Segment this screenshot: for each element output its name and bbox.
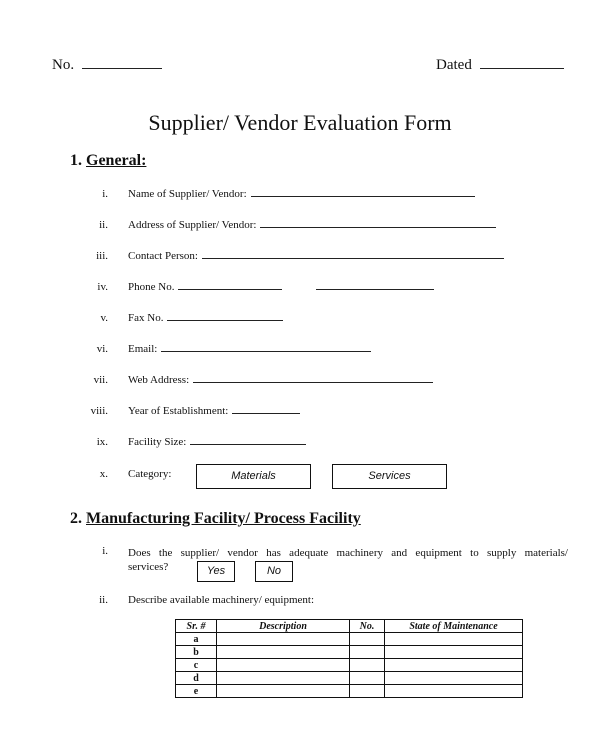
row-no-cell[interactable] xyxy=(350,633,385,646)
phone-blank-2[interactable] xyxy=(316,281,434,290)
contact-person-field[interactable] xyxy=(128,250,504,262)
supplier-name-field[interactable] xyxy=(128,188,475,200)
field-label: Contact Person: xyxy=(128,250,198,262)
col-header-no: No. xyxy=(350,620,385,633)
item-number: iii. xyxy=(96,250,108,262)
number-label: No. xyxy=(52,57,75,73)
row-sr: e xyxy=(176,685,217,698)
item-number: ii. xyxy=(99,594,108,606)
category-services-option[interactable]: Services xyxy=(332,464,447,489)
field-label: Web Address: xyxy=(128,374,190,386)
table-row xyxy=(176,685,523,698)
page-title: Supplier/ Vendor Evaluation Form xyxy=(148,110,452,135)
item-number: iv. xyxy=(97,281,108,293)
row-sr: c xyxy=(176,659,217,672)
web-address-blank[interactable] xyxy=(193,374,433,383)
row-state-cell[interactable] xyxy=(385,672,523,685)
row-description-cell[interactable] xyxy=(217,685,350,698)
section-manufacturing-heading xyxy=(70,510,361,528)
field-label: Name of Supplier/ Vendor: xyxy=(128,188,247,200)
row-no-cell[interactable] xyxy=(350,672,385,685)
category-label: Category: xyxy=(128,468,172,480)
section-general-label: General: xyxy=(86,152,147,169)
row-state-cell[interactable] xyxy=(385,633,523,646)
number-blank[interactable] xyxy=(82,60,162,69)
table-row xyxy=(176,659,523,672)
field-label: Fax No. xyxy=(128,312,164,324)
row-state-cell[interactable] xyxy=(385,685,523,698)
phone-field-2[interactable] xyxy=(316,281,434,293)
row-description-cell[interactable] xyxy=(217,659,350,672)
row-state-cell[interactable] xyxy=(385,646,523,659)
field-label: Year of Establishment: xyxy=(128,405,229,417)
year-established-field[interactable] xyxy=(128,405,300,417)
item-number: viii. xyxy=(90,405,108,417)
row-sr: d xyxy=(176,672,217,685)
row-no-cell[interactable] xyxy=(350,646,385,659)
fax-field[interactable] xyxy=(128,312,283,324)
contact-person-blank[interactable] xyxy=(202,250,504,259)
machinery-table xyxy=(175,619,523,698)
table-row xyxy=(176,633,523,646)
row-no-cell[interactable] xyxy=(350,685,385,698)
yes-option[interactable]: Yes xyxy=(197,561,235,582)
section-manufacturing-number: 2. xyxy=(70,510,82,527)
item-number: ix. xyxy=(96,436,108,448)
field-label: Address of Supplier/ Vendor: xyxy=(128,219,257,231)
col-header-state: State of Maintenance xyxy=(385,620,523,633)
number-field[interactable] xyxy=(52,57,162,74)
row-no-cell[interactable] xyxy=(350,659,385,672)
email-blank[interactable] xyxy=(161,343,371,352)
item-number: x. xyxy=(99,468,108,480)
category-materials-option[interactable]: Materials xyxy=(196,464,311,489)
table-row xyxy=(176,646,523,659)
supplier-address-blank[interactable] xyxy=(260,219,496,228)
field-label: Email: xyxy=(128,343,158,355)
email-field[interactable] xyxy=(128,343,371,355)
year-established-blank[interactable] xyxy=(232,405,300,414)
facility-size-blank[interactable] xyxy=(190,436,306,445)
section-manufacturing-label: Manufacturing Facility/ Process Facility xyxy=(86,510,361,527)
machinery-question-line2: services? xyxy=(128,561,169,573)
col-header-sr: Sr. # xyxy=(176,620,217,633)
dated-label: Dated xyxy=(436,57,472,73)
table-header-row xyxy=(176,620,523,633)
fax-blank[interactable] xyxy=(167,312,283,321)
supplier-name-blank[interactable] xyxy=(251,188,475,197)
row-state-cell[interactable] xyxy=(385,659,523,672)
dated-blank[interactable] xyxy=(480,60,564,69)
item-number: vii. xyxy=(93,374,108,386)
row-description-cell[interactable] xyxy=(217,633,350,646)
item-number: i. xyxy=(102,188,108,200)
phone-blank-1[interactable] xyxy=(178,281,282,290)
row-description-cell[interactable] xyxy=(217,646,350,659)
item-number: v. xyxy=(100,312,108,324)
field-label: Phone No. xyxy=(128,281,175,293)
item-number: ii. xyxy=(99,219,108,231)
phone-field[interactable] xyxy=(128,281,282,293)
table-row xyxy=(176,672,523,685)
section-general-heading xyxy=(70,152,146,170)
machinery-question-line1: Does the supplier/ vendor has adequate machinery and equipment to supply materials/ xyxy=(128,547,568,559)
web-address-field[interactable] xyxy=(128,374,433,386)
item-number: vi. xyxy=(96,343,108,355)
col-header-description: Description xyxy=(217,620,350,633)
machinery-description-label: Describe available machinery/ equipment: xyxy=(128,594,315,606)
dated-field[interactable] xyxy=(436,57,564,74)
no-option[interactable]: No xyxy=(255,561,293,582)
field-label: Facility Size: xyxy=(128,436,187,448)
section-general-number: 1. xyxy=(70,152,82,169)
row-sr: b xyxy=(176,646,217,659)
row-description-cell[interactable] xyxy=(217,672,350,685)
facility-size-field[interactable] xyxy=(128,436,306,448)
supplier-address-field[interactable] xyxy=(128,219,496,231)
item-number: i. xyxy=(102,545,108,557)
row-sr: a xyxy=(176,633,217,646)
